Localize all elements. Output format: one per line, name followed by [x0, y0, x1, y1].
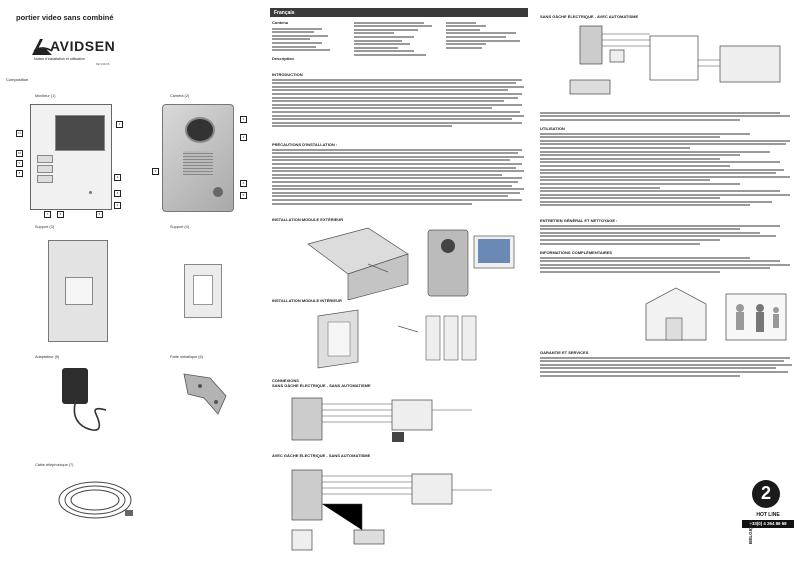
section-introduction: INTRODUCTION — [272, 72, 303, 77]
item-monitor-label: Moniteur (1) — [35, 94, 56, 98]
cover-title: portier video sans combiné — [16, 13, 114, 22]
section-description: Description — [272, 56, 295, 61]
section-contents: Contenu — [272, 20, 289, 25]
section-usage: UTILISATION — [540, 126, 565, 131]
installation-scene-drawing — [636, 284, 792, 342]
wiring-diagram-1-drawing — [272, 390, 522, 448]
warning-text — [540, 110, 796, 122]
camera-button — [213, 187, 223, 197]
monitor-image — [30, 104, 112, 210]
callout: 3 — [114, 174, 121, 181]
section-maintenance: ENTRETIEN GÉNÉRAL ET NETTOYAGE : — [540, 218, 618, 223]
brand-name: AVIDSEN — [50, 38, 116, 54]
middle-column — [268, 0, 530, 568]
section-install-interior: INSTALLATION MODULE INTÉRIEUR — [272, 298, 342, 303]
item-camera-label: Caméra (2) — [170, 94, 190, 98]
maintenance-text — [540, 223, 796, 246]
monitor-led — [89, 191, 92, 194]
monitor-button — [37, 155, 53, 163]
cover-subtitle: Notice d'installation et utilisation — [34, 57, 85, 61]
item-bracket-label: Patte métallique (6) — [170, 355, 203, 359]
section-warranty: GARANTIE ET SERVICES — [540, 350, 589, 355]
callout: 2 — [114, 202, 121, 209]
install-interior-illustration — [298, 306, 518, 370]
camera-grille — [183, 151, 213, 175]
section-precautions: PRÉCAUTIONS D'INSTALLATION : — [272, 142, 338, 147]
section-composition: Composition — [6, 77, 29, 82]
right-column — [536, 0, 802, 568]
interior-wall-drawing — [298, 306, 518, 370]
precautions-text — [272, 147, 528, 206]
item-support3-label: Support (3) — [35, 225, 54, 229]
more-info-text — [540, 255, 796, 275]
section-no-strike-with-auto: SANS GÂCHE ÉLECTRIQUE - AVEC AUTOMATISME — [540, 14, 639, 19]
item-support4-label: Support (4) — [170, 225, 189, 229]
callout: 4 — [240, 180, 247, 187]
callout: 10 — [17, 151, 22, 155]
callout: 2 — [240, 134, 247, 141]
section-strike-no-auto: AVEC GÂCHE ÉLECTRIQUE - SANS AUTOMATISME — [272, 453, 371, 458]
wiring-diagram-2-drawing — [272, 460, 522, 560]
monitor-button — [37, 175, 53, 183]
callout: 8 — [16, 170, 23, 177]
callout: 11 — [17, 131, 22, 135]
hotline-label: HOT LINE — [756, 512, 780, 518]
adapter-image — [62, 368, 88, 404]
exterior-wall-drawing — [298, 224, 518, 300]
cover-ref: Réf:102215 — [96, 63, 110, 66]
section-more-info: INFORMATIONS COMPLÉMENTAIRES — [540, 250, 613, 255]
callout: 9 — [16, 160, 23, 167]
support4-image — [184, 264, 222, 318]
section-install-exterior: INSTALLATION MODULE EXTÉRIEUR — [272, 217, 344, 222]
intro-text — [272, 77, 528, 129]
camera-lens — [185, 117, 215, 143]
callout: 6 — [57, 211, 64, 218]
adapter-cable-icon — [66, 400, 116, 440]
callout: 5 — [96, 211, 103, 218]
monitor-button — [37, 165, 53, 173]
phone-cable-icon — [45, 470, 145, 530]
item-adapter-label: Adaptateur (5) — [35, 355, 60, 359]
country-label: BELGIQUE — [748, 520, 753, 544]
monitor-screen — [55, 115, 105, 151]
number-badge-text: 2 — [760, 483, 771, 503]
callout: 1 — [116, 121, 123, 128]
installation-scene — [636, 284, 792, 342]
hotline-phone: +33(0) 4 264 86 68 — [742, 520, 794, 528]
callout: 4 — [114, 190, 121, 197]
section-no-strike-no-auto: SANS GÂCHE ÉLECTRIQUE - SANS AUTOMATISME — [272, 383, 371, 388]
callout: 5 — [240, 192, 247, 199]
language-label: Français — [274, 9, 295, 16]
text-block — [354, 20, 434, 58]
wiring-diagram-3-drawing — [540, 20, 796, 106]
support3-image — [48, 240, 108, 342]
item-cable-label: Câble téléphonique (7) — [35, 463, 74, 467]
usage-text — [540, 131, 796, 208]
section-connections: CONNEXIONS — [272, 378, 299, 383]
language-header — [270, 8, 528, 17]
metal-bracket-icon — [180, 368, 230, 418]
wiring-diagram-1 — [272, 390, 522, 448]
text-block — [446, 20, 526, 50]
cover-column — [0, 0, 262, 568]
brand-logo — [30, 36, 120, 58]
callout: 3 — [152, 168, 159, 175]
callout: 1 — [240, 116, 247, 123]
wiring-diagram-2 — [272, 460, 522, 560]
number-badge — [752, 480, 780, 508]
camera-image — [162, 104, 234, 212]
text-block — [272, 26, 332, 53]
wiring-diagram-3 — [540, 20, 796, 106]
install-exterior-illustration — [298, 224, 518, 300]
warranty-text — [540, 355, 796, 378]
callout: 7 — [44, 211, 51, 218]
